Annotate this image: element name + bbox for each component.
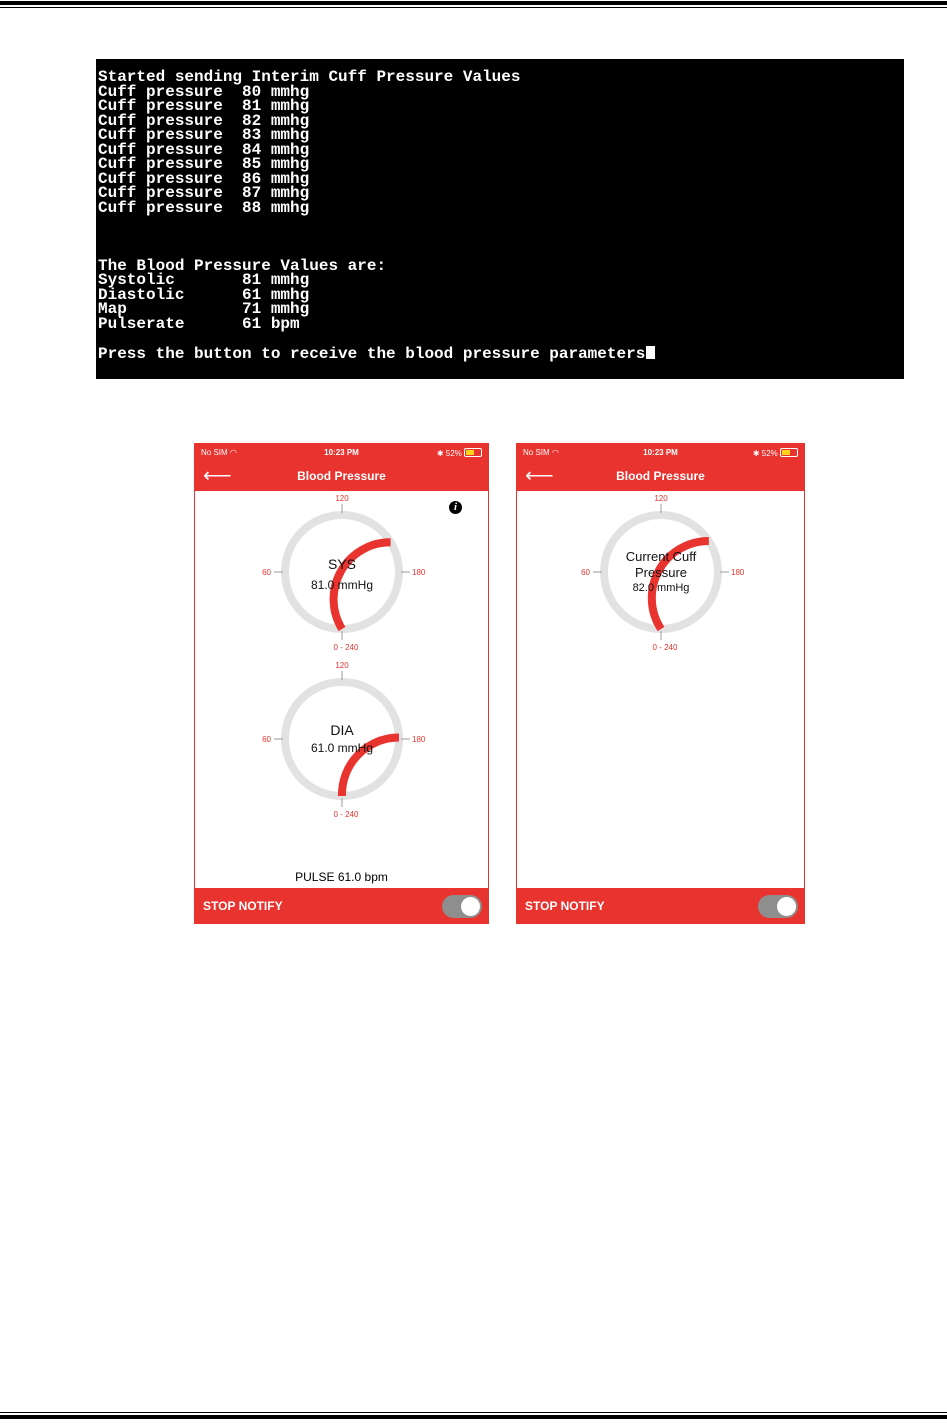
console-line: Press the button to receive the blood pressure parameters <box>98 346 904 361</box>
bluetooth-icon: ✱ <box>752 449 760 458</box>
console-line: Systolic 81 mmhg <box>98 271 310 289</box>
clock: 10:23 PM <box>643 448 678 457</box>
bluetooth-icon: ✱ <box>436 449 444 458</box>
sys-tick-label-top: 120 <box>335 494 349 503</box>
info-icon[interactable]: i <box>449 501 462 514</box>
dia-tick-label-left: 60 <box>262 735 271 744</box>
console-line: The Blood Pressure Values are: <box>98 256 387 275</box>
sys-label: SYS <box>327 556 356 572</box>
cuff-tick-label-left: 60 <box>581 568 590 577</box>
console-line: Cuff pressure 87 mmhg <box>98 184 310 202</box>
clock: 10:23 PM <box>324 448 359 457</box>
console-line: Cuff pressure 83 mmhg <box>98 126 310 144</box>
sys-tick-label-left: 60 <box>262 568 271 577</box>
dia-value: 61.0 mmHg <box>310 741 374 755</box>
pulse-readout: PULSE 61.0 bpm <box>295 870 388 884</box>
console-line: Cuff pressure 81 mmhg <box>98 97 310 115</box>
console-line <box>98 230 904 245</box>
page-title: Blood Pressure <box>297 469 386 483</box>
wifi-icon: ◠ <box>551 448 559 457</box>
cuff-tick-label-right: 180 <box>731 568 745 577</box>
console-line: Cuff pressure 82 mmhg <box>98 111 310 130</box>
console-line: Cuff pressure 80 mmhg <box>98 82 310 101</box>
dia-label: DIA <box>330 722 354 738</box>
console-line: Cuff pressure 85 mmhg <box>98 155 310 173</box>
cuff-tick-label-top: 120 <box>654 494 668 503</box>
carrier-label: No SIM ◠ <box>523 448 559 457</box>
back-arrow-icon[interactable]: ⟵ <box>525 465 554 487</box>
cuff-gauge-readout <box>611 549 711 594</box>
top-rule <box>0 1 947 8</box>
stop-notify-label: STOP NOTIFY <box>525 899 605 913</box>
notify-bar <box>517 888 804 923</box>
wifi-icon: ◠ <box>229 448 237 457</box>
toggle-knob <box>777 897 796 916</box>
battery-indicator: ✱ 52% <box>437 448 482 458</box>
console-cursor <box>646 346 655 359</box>
console-line: Cuff pressure 88 mmhg <box>98 198 310 217</box>
battery-indicator: ✱ 52% <box>753 448 798 458</box>
notify-toggle[interactable] <box>758 895 798 918</box>
dia-gauge-readout <box>292 722 392 755</box>
console-line: Pulserate 61 bpm <box>98 314 300 333</box>
sys-tick-label-bottom: 0 - 240 <box>333 643 359 652</box>
cuff-label-line1: Current Cuff <box>625 549 697 564</box>
bottom-rule <box>0 1412 947 1419</box>
page-title: Blood Pressure <box>616 469 705 483</box>
notify-toggle[interactable] <box>442 895 482 918</box>
dia-tick-label-right: 180 <box>412 735 426 744</box>
carrier-label: No SIM ◠ <box>201 448 237 457</box>
sys-tick-label-right: 180 <box>412 568 426 577</box>
back-arrow-icon[interactable]: ⟵ <box>203 465 232 487</box>
phone-screen-cuff-pressure <box>516 443 805 924</box>
stop-notify-label: STOP NOTIFY <box>203 899 283 913</box>
sys-gauge-readout <box>292 556 392 592</box>
console-line <box>98 331 904 346</box>
console-line: Cuff pressure 86 mmhg <box>98 169 310 188</box>
cuff-tick-label-bottom: 0 - 240 <box>652 643 678 652</box>
console-line: Diastolic 61 mmhg <box>98 285 310 304</box>
gauge-area <box>517 444 804 889</box>
gauge-area <box>195 444 488 889</box>
console-line: Map 71 mmhg <box>98 300 310 318</box>
console-line: Started sending Interim Cuff Pressure Values <box>98 68 521 86</box>
toggle-knob <box>461 897 480 916</box>
sys-value: 81.0 mmHg <box>310 578 374 592</box>
console-line: Cuff pressure 84 mmhg <box>98 140 310 159</box>
cuff-value: 82.0 mmHg <box>632 582 690 594</box>
console-line <box>98 215 904 230</box>
phone-screen-blood-pressure <box>194 443 489 924</box>
dia-tick-label-bottom: 0 - 240 <box>333 810 359 819</box>
dia-tick-label-top: 120 <box>335 661 349 670</box>
notify-bar <box>195 888 488 923</box>
console-window <box>96 59 904 379</box>
cuff-label-line2: Pressure <box>634 565 688 580</box>
